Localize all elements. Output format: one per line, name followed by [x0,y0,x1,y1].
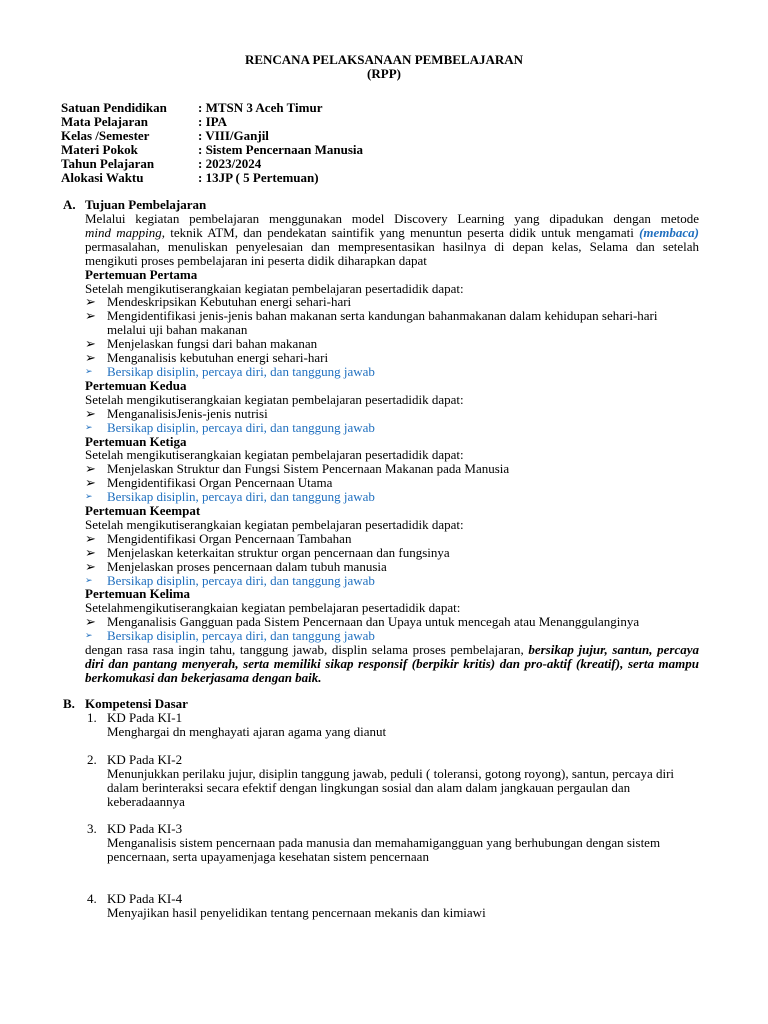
intro-paragraph [85,226,699,268]
objective-text: Mengidentifikasi Organ Pencernaan Utama [107,475,333,491]
arrowhead-bullet-icon: ➢ [85,614,96,630]
attitude-text: Bersikap disiplin, percaya diri, dan tanggung jawab [107,419,375,435]
small-arrowhead-bullet-icon: ➢ [85,630,93,641]
small-arrowhead-bullet-icon: ➢ [85,491,93,502]
intro-part-2: , teknik ATM, dan pendekatan saintifik yang menuntun peserta didik untuk mengamati [161,224,634,240]
intro-mind-mapping: mind mapping [85,224,162,240]
small-arrowhead-bullet-icon: ➢ [85,574,93,585]
identity-label: Kelas /Semester [61,128,150,143]
objective-text: Menjelaskan proses pencernaan dalam tubuh manusia [107,558,387,574]
meeting-block [85,268,699,379]
attitude-item [85,574,699,588]
arrowhead-bullet-icon: ➢ [85,461,96,477]
meeting-lead: Setelah mengikutiserangkaian kegiatan pembelajaran pesertadidik dapat: [85,516,464,532]
arrowhead-bullet-icon: ➢ [85,350,96,366]
objective-item [85,615,699,629]
kd-description: Menyajikan hasil penyelidikan tentang pencernaan mekanis dan kimiawi [107,905,486,921]
arrowhead-bullet-icon: ➢ [85,558,96,574]
objective-item [85,532,699,546]
section-a-title: Tujuan Pembelajaran [85,197,207,212]
identity-value: : 13JP ( 5 Pertemuan) [198,170,319,185]
intro-membaca: (membaca) [639,224,700,240]
small-arrowhead-bullet-icon: ➢ [85,365,93,376]
intro-line-1: Melalui kegiatan pembelajaran menggunakan model Discovery Learning yang dipadukan dengan metode [85,211,699,226]
small-arrowhead-bullet-icon: ➢ [85,421,93,432]
attitude-item [85,421,699,435]
kd-title: KD Pada KI-4 [107,891,183,907]
meeting-block [85,504,699,587]
objective-item [85,546,699,560]
closing-paragraph [85,643,699,685]
arrowhead-bullet-icon: ➢ [85,294,96,310]
attitude-text: Bersikap disiplin, percaya diri, dan tanggung jawab [107,628,375,644]
meeting-title: Pertemuan Pertama [85,266,198,282]
section-a-body [85,212,699,685]
attitude-text: Bersikap disiplin, percaya diri, dan tanggung jawab [107,363,375,379]
kd-item [87,892,707,920]
objective-text: Mengidentifikasi Organ Pencernaan Tambahan [107,530,352,546]
objective-item [85,560,699,574]
objective-text: Menjelaskan Struktur dan Fungsi Sistem Pencernaan Makanan pada Manusia [107,461,510,477]
objective-list [85,615,699,643]
section-a-heading [63,198,206,212]
identity-label: Tahun Pelajaran [61,156,155,171]
objective-text: Menjelaskan fungsi dari bahan makanan [107,336,318,352]
kd-title: KD Pada KI-2 [107,751,183,767]
identity-value: : MTSN 3 Aceh Timur [198,100,323,115]
identity-row [61,143,363,157]
objective-item [85,351,699,365]
objective-list [85,462,699,504]
identity-value: : IPA [198,114,228,129]
kd-description: Menghargai dn menghayati ajaran agama yang dianut [107,723,387,739]
meeting-title: Pertemuan Kelima [85,586,191,602]
closing-plain: dengan rasa rasa ingin tahu, tanggung jawab, displin selama proses pembelajaran, [85,642,529,658]
meeting-title: Pertemuan Ketiga [85,433,187,449]
identity-value: : 2023/2024 [198,156,262,171]
attitude-item [85,490,699,504]
kd-description: Menunjukkan perilaku jujur, disiplin tanggung jawab, peduli ( toleransi, gotong royong), santun, percaya diri dalam berinteraksi secara efektif dengan lingkungan sosial dan alam dalam jangkauan pergaulan dan keberadaannya [107,765,675,809]
identity-row [61,101,363,115]
meeting-lead: Setelahmengikutiserangkaian kegiatan pembelajaran pesertadidik dapat: [85,600,461,616]
section-a-letter: A. [63,197,76,212]
arrowhead-bullet-icon: ➢ [85,475,96,491]
kd-number: 1. [87,710,97,725]
kd-number: 4. [87,891,97,907]
arrowhead-bullet-icon: ➢ [85,308,96,324]
kd-number: 2. [87,751,97,767]
closing-bold: bersikap jujur, santun, percaya diri dan pantang menyerah, serta memiliki sikap responsif (berpikir kritis) dan pro-aktif (kreatif), serta mampu berkomukasi dan bekerjasama dengan baik. [85,642,699,685]
section-b-letter: B. [63,696,75,711]
objective-item [85,462,699,476]
kd-number: 3. [87,821,97,837]
objective-text: Mendeskripsikan Kebutuhan energi sehari-hari [107,294,352,310]
identity-row [61,115,363,129]
meeting-block [85,587,699,643]
objective-list [85,407,699,435]
section-b-body [87,711,707,920]
attitude-text: Bersikap disiplin, percaya diri, dan tanggung jawab [107,572,375,588]
kd-title: KD Pada KI-1 [107,710,183,725]
attitude-text: Bersikap disiplin, percaya diri, dan tanggung jawab [107,489,375,505]
objective-text: Mengidentifikasi jenis-jenis bahan makanan serta kandungan bahanmakanan dalam kehidupan sehari-hari melalui uji bahan makanan [107,308,658,338]
meeting-lead: Setelah mengikutiserangkaian kegiatan pembelajaran pesertadidik dapat: [85,391,464,407]
objective-text: MenganalisisJenis-jenis nutrisi [107,405,268,421]
objective-list [85,295,699,378]
objective-item [85,337,699,351]
meeting-title: Pertemuan Kedua [85,377,187,393]
objective-list [85,532,699,588]
document-title: RENCANA PELAKSANAAN PEMBELAJARAN [244,52,524,67]
identity-label: Satuan Pendidikan [61,100,167,115]
objective-text: Menganalisis Gangguan pada Sistem Pencernaan dan Upaya untuk mencegah atau Menanggulanginya [107,614,640,630]
kd-item [87,753,707,809]
section-b-title: Kompetensi Dasar [85,696,188,711]
identity-label: Mata Pelajaran [61,114,149,129]
meeting-title: Pertemuan Keempat [85,503,201,519]
meeting-block [85,379,699,435]
kd-item [87,711,707,739]
document-subtitle: (RPP) [367,66,401,81]
objective-item [85,407,699,421]
identity-value: : VIII/Ganjil [198,128,269,143]
section-b-heading [63,697,188,711]
objective-item [85,309,699,337]
identity-table [61,101,363,185]
arrowhead-bullet-icon: ➢ [85,405,96,421]
identity-row [61,129,363,143]
identity-label: Materi Pokok [61,142,138,157]
identity-row [61,171,363,185]
meeting-lead: Setelah mengikutiserangkaian kegiatan pembelajaran pesertadidik dapat: [85,280,464,296]
meeting-lead: Setelah mengikutiserangkaian kegiatan pembelajaran pesertadidik dapat: [85,447,464,463]
identity-label: Alokasi Waktu [61,170,144,185]
objective-item [85,295,699,309]
objective-item [85,476,699,490]
attitude-item [85,365,699,379]
identity-value: : Sistem Pencernaan Manusia [198,142,364,157]
objective-text: Menjelaskan keterkaitan struktur organ pencernaan dan fungsinya [107,544,450,560]
attitude-item [85,629,699,643]
kd-description: Menganalisis sistem pencernaan pada manusia dan memahamigangguan yang berhubungan dengan sistem pencernaan, serta upayamenjaga kesehatan sistem pencernaan [107,835,661,865]
arrowhead-bullet-icon: ➢ [85,544,96,560]
intro-part-3: permasalahan, menuliskan penyelesaian dan mempresentasikan hasilnya di depan kelas, Selama dan setelah mengikuti proses pembelajaran ini peserta didik diharapkan dapat [85,238,699,268]
kd-title: KD Pada KI-3 [107,821,183,837]
kd-item [87,822,707,864]
meetings-list [85,268,699,643]
arrowhead-bullet-icon: ➢ [85,336,96,352]
objective-text: Menganalisis kebutuhan energi sehari-hari [107,350,329,366]
meeting-block [85,435,699,505]
identity-row [61,157,363,171]
arrowhead-bullet-icon: ➢ [85,530,96,546]
